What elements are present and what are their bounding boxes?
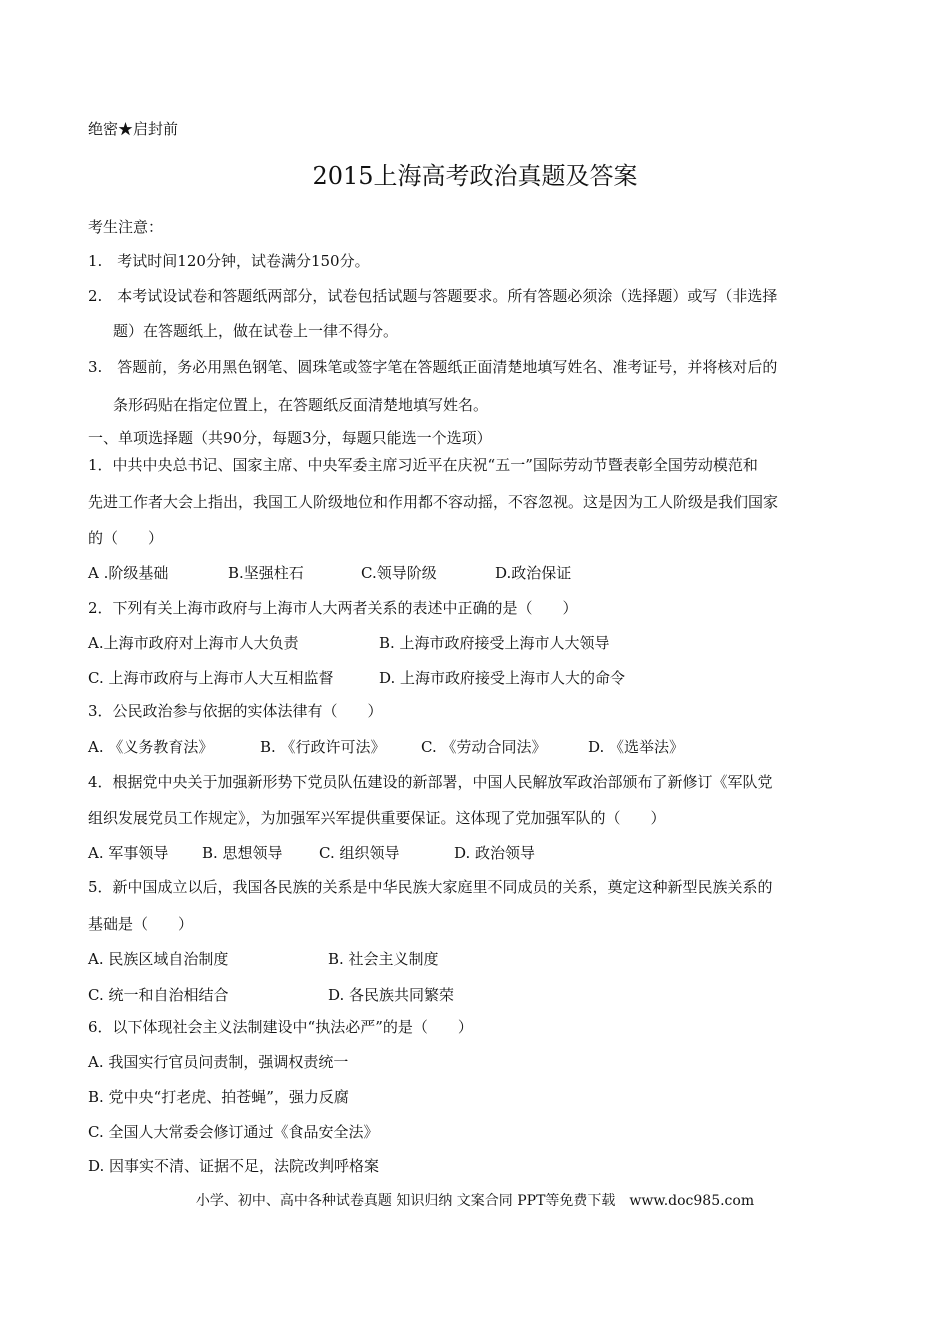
question-2: 2．下列有关上海市政府与上海市人大两者关系的表述中正确的是（ ） [88,599,578,617]
option-c: C.领导阶级 [361,564,437,582]
question-6: 6．以下体现社会主义法制建设中“执法必严”的是（ ） [88,1018,473,1036]
option-a: A.上海市政府对上海市人大负责 [88,634,299,652]
page-title: 2015上海高考政治真题及答案 [312,162,638,190]
notice-item-2-line-2: 题）在答题纸上，做在试卷上一律不得分。 [113,322,399,340]
question-6-option-b: B. 党中央“打老虎、拍苍蝇”，强力反腐 [88,1088,349,1106]
option-c: C. 组织领导 [319,844,400,862]
question-6-option-c: C. 全国人大常委会修订通过《食品安全法》 [88,1123,379,1141]
question-4-line-2: 组织发展党员工作规定》，为加强军兴军提供重要保证。这体现了党加强军队的（ ） [88,809,666,827]
notice-heading: 考生注意： [88,218,164,236]
question-1-line-2: 先进工作者大会上指出，我国工人阶级地位和作用都不容动摇，不容忽视。这是因为工人阶级是我们国家 [88,493,779,511]
question-6-option-a: A. 我国实行官员问责制，强调权责统一 [88,1053,349,1071]
question-5-line-2: 基础是（ ） [88,915,194,933]
question-4-line-1: 4．根据党中央关于加强新形势下党员队伍建设的新部署，中国人民解放军政治部颁布了新修订《军队党 [88,773,773,791]
question-3: 3．公民政治参与依据的实体法律有（ ） [88,702,383,720]
notice-item-3-line-1: 3. 答题前，务必用黑色钢笔、圆珠笔或签字笔在答题纸正面清楚地填写姓名、准考证号，并将核对后的 [88,358,778,376]
option-d: D. 各民族共同繁荣 [328,986,455,1004]
notice-item-1: 1. 考试时间120分钟，试卷满分150分。 [88,252,370,270]
notice-item-2-line-1: 2. 本考试设试卷和答题纸两部分，试卷包括试题与答题要求。所有答题必须涂（选择题）或写（非选择 [88,287,778,305]
option-b: B. 上海市政府接受上海市人大领导 [379,634,610,652]
option-d: D.政治保证 [495,564,572,582]
option-a: A. 民族区域自治制度 [88,950,229,968]
option-d: D. 《选举法》 [588,738,685,756]
option-c: C. 统一和自治相结合 [88,986,229,1004]
question-1-line-3: 的（ ） [88,529,164,547]
option-d: D. 上海市政府接受上海市人大的命令 [379,669,626,687]
option-c: C. 《劳动合同法》 [421,738,547,756]
option-a: A .阶级基础 [88,564,169,582]
page-footer: 小学、初中、高中各种试卷真题 知识归纳 文案合同 PPT等免费下载 www.doc985.com [195,1193,755,1209]
notice-item-3-line-2: 条形码贴在指定位置上，在答题纸反面清楚地填写姓名。 [113,396,489,414]
option-a: A. 《义务教育法》 [88,738,214,756]
confidential-label: 绝密★启封前 [88,120,179,138]
option-a: A. 军事领导 [88,844,169,862]
option-b: B. 《行政许可法》 [260,738,386,756]
option-c: C. 上海市政府与上海市人大互相监督 [88,669,334,687]
question-5-line-1: 5．新中国成立以后，我国各民族的关系是中华民族大家庭里不同成员的关系，奠定这种新型民族关系的 [88,878,773,896]
question-6-option-d: D. 因事实不清、证据不足，法院改判呼格案 [88,1157,380,1175]
question-1-line-1: 1．中共中央总书记、国家主席、中央军委主席习近平在庆祝“五一”国际劳动节暨表彰全国劳动模范和 [88,456,758,474]
option-d: D. 政治领导 [454,844,536,862]
option-b: B.坚强柱石 [228,564,304,582]
section-heading: 一、单项选择题（共90分，每题3分，每题只能选一个选项） [88,429,492,447]
option-b: B. 社会主义制度 [328,950,439,968]
option-b: B. 思想领导 [202,844,283,862]
